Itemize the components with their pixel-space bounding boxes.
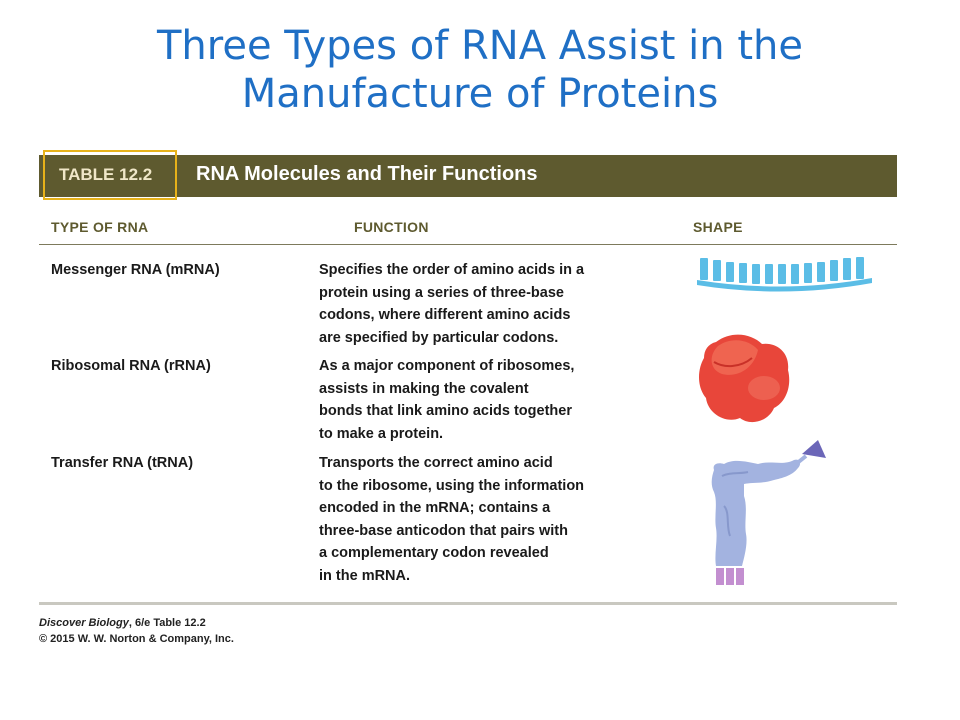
- row-trna-function: [319, 452, 639, 587]
- row-rrna-function: [319, 355, 639, 445]
- header-function: FUNCTION: [354, 219, 429, 235]
- source-credit: [39, 615, 234, 647]
- row-mrna-type: Messenger RNA (mRNA): [51, 262, 220, 278]
- header-type-of-rna: TYPE OF RNA: [51, 219, 149, 235]
- row-mrna-function: [319, 259, 639, 349]
- table-title: RNA Molecules and Their Functions: [196, 163, 538, 185]
- credit-line-1: [39, 615, 234, 631]
- function-line: to the ribosome, using the information: [319, 477, 585, 494]
- table-number-tag: TABLE 12.2: [43, 150, 177, 200]
- row-trna-type: Transfer RNA (tRNA): [51, 455, 194, 471]
- slide-title-line-1: Three Types of RNA Assist in the: [157, 23, 803, 69]
- function-line: As a major component of ribosomes,: [319, 358, 575, 374]
- row-rrna-type: Ribosomal RNA (rRNA): [51, 358, 211, 374]
- function-line: are specified by particular codons.: [319, 329, 559, 346]
- function-line: to make a protein.: [319, 425, 444, 442]
- function-line: protein using a series of three-base: [319, 284, 564, 301]
- function-line: Transports the correct amino acid: [319, 455, 553, 471]
- function-line: Specifies the order of amino acids in a: [319, 262, 585, 278]
- function-line: three-base anticodon that pairs with: [319, 522, 568, 539]
- trna-icon: [700, 436, 832, 588]
- header-divider: [39, 244, 897, 245]
- credit-book-title: Discover Biology: [39, 617, 129, 629]
- function-line: in the mRNA.: [319, 567, 411, 584]
- function-line: bonds that link amino acids together: [319, 403, 572, 419]
- credit-copyright: © 2015 W. W. Norton & Company, Inc.: [39, 633, 234, 645]
- function-line: assists in making the covalent: [319, 380, 529, 397]
- function-line: encoded in the mRNA; contains a: [319, 500, 551, 516]
- ribosome-icon: [694, 328, 794, 428]
- header-shape: SHAPE: [693, 219, 743, 235]
- slide-title-line-2: Manufacture of Proteins: [241, 71, 719, 117]
- mrna-strand-icon: [694, 252, 876, 292]
- table-bottom-rule: [39, 602, 897, 605]
- function-line: codons, where different amino acids: [319, 307, 571, 323]
- function-line: a complementary codon revealed: [319, 545, 549, 561]
- credit-edition: , 6/e Table 12.2: [128, 617, 206, 629]
- slide-title: [0, 22, 960, 118]
